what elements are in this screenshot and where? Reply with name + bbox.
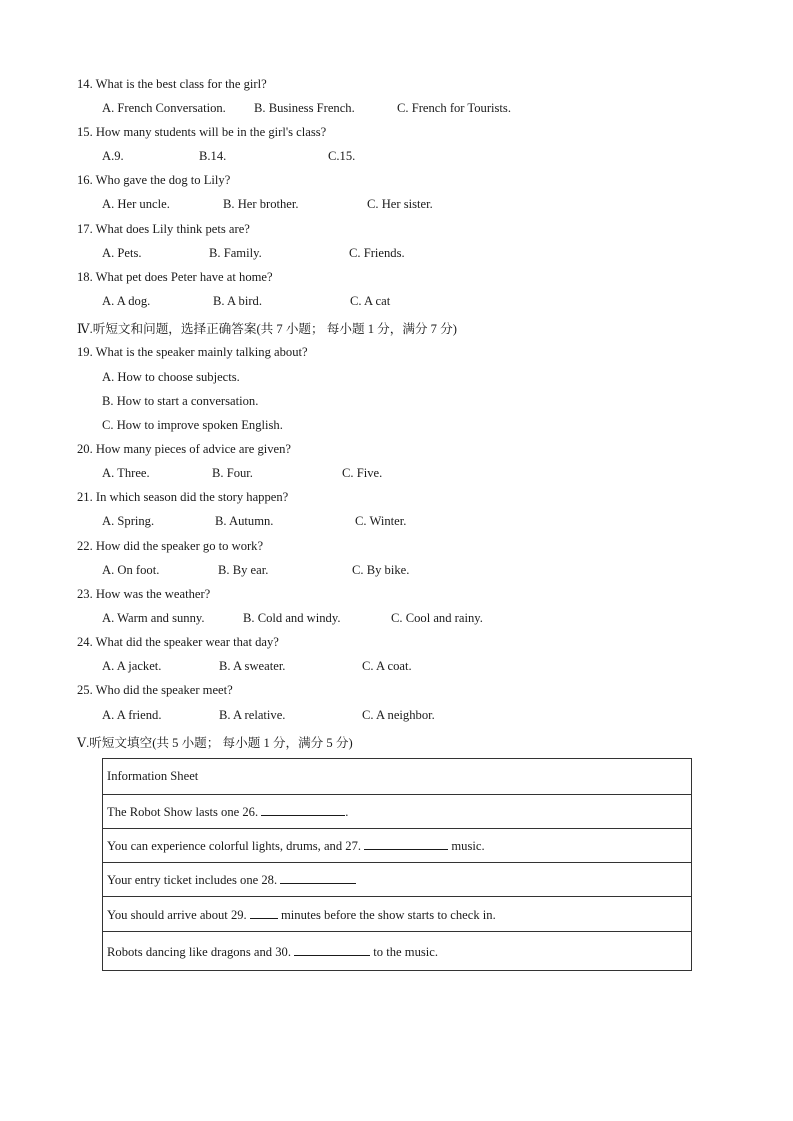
question-22-option-b: B. By ear. [218, 563, 269, 577]
question-14-option-a: A. French Conversation. [102, 101, 226, 115]
question-24-option-a: A. A jacket. [102, 659, 162, 673]
question-25-option-b: B. A relative. [219, 708, 286, 722]
question-16-option-a: A. Her uncle. [102, 197, 170, 211]
question-23-option-a: A. Warm and sunny. [102, 611, 205, 625]
question-17-option-c: C. Friends. [349, 246, 405, 260]
row-26-text: The Robot Show lasts one 26. [107, 805, 259, 819]
information-sheet-table [102, 758, 692, 971]
row-26-post: . [345, 805, 349, 819]
question-25: 25. Who did the speaker meet? [77, 683, 233, 697]
question-22-option-a: A. On foot. [102, 563, 160, 577]
question-21: 21. In which season did the story happen? [77, 490, 289, 504]
question-17: 17. What does Lily think pets are? [77, 222, 250, 236]
section-5-heading: Ⅴ.听短文填空(共 5 小题； 每小题 1 分，满分 5 分) [77, 736, 353, 750]
question-20-option-c: C. Five. [342, 466, 383, 480]
row-30-text: Robots dancing like dragons and 30. [107, 944, 291, 959]
blank-27[interactable] [364, 837, 448, 850]
blank-30[interactable] [294, 943, 370, 956]
question-23: 23. How was the weather? [77, 587, 211, 601]
blank-29[interactable] [250, 906, 278, 919]
row-28-text: Your entry ticket includes one 28. [107, 873, 278, 887]
section-4-heading: Ⅳ.听短文和问题，选择正确答案(共 7 小题； 每小题 1 分，满分 7 分) [77, 322, 457, 336]
question-23-option-c: C. Cool and rainy. [391, 611, 483, 625]
question-18-option-a: A. A dog. [102, 294, 151, 308]
row-29-post: minutes before the show starts to check in. [281, 907, 496, 922]
question-17-option-b: B. Family. [209, 246, 262, 260]
table-row [103, 932, 692, 971]
sheet-row-27 [103, 829, 692, 863]
question-15: 15. How many students will be in the girl's class? [77, 125, 327, 139]
question-14-option-c: C. French for Tourists. [397, 101, 511, 115]
question-15-option-a: A.9. [102, 149, 124, 163]
row-27-text: You can experience colorful lights, drums, and 27. [107, 839, 362, 853]
question-22-option-c: C. By bike. [352, 563, 410, 577]
question-24-option-c: C. A coat. [362, 659, 412, 673]
table-row [103, 795, 692, 829]
question-24-option-b: B. A sweater. [219, 659, 286, 673]
question-24: 24. What did the speaker wear that day? [77, 635, 279, 649]
question-18: 18. What pet does Peter have at home? [77, 270, 273, 284]
question-18-option-c: C. A cat [350, 294, 391, 308]
row-29-text: You should arrive about 29. [107, 907, 247, 922]
table-row [103, 759, 692, 795]
question-14: 14. What is the best class for the girl? [77, 77, 267, 91]
question-21-option-c: C. Winter. [355, 514, 407, 528]
question-14-option-b: B. Business French. [254, 101, 355, 115]
question-16-option-c: C. Her sister. [367, 197, 433, 211]
sheet-row-26 [103, 795, 692, 829]
question-20: 20. How many pieces of advice are given? [77, 442, 292, 456]
question-18-option-b: B. A bird. [213, 294, 262, 308]
blank-26[interactable] [261, 803, 345, 816]
table-row [103, 863, 692, 897]
table-row [103, 897, 692, 932]
blank-28[interactable] [280, 871, 356, 884]
question-16: 16. Who gave the dog to Lily? [77, 173, 231, 187]
question-25-option-c: C. A neighbor. [362, 708, 435, 722]
question-21-option-b: B. Autumn. [215, 514, 274, 528]
sheet-row-29 [103, 897, 692, 932]
question-19-option-a: A. How to choose subjects. [102, 370, 240, 384]
question-17-option-a: A. Pets. [102, 246, 142, 260]
question-20-option-b: B. Four. [212, 466, 253, 480]
question-21-option-a: A. Spring. [102, 514, 155, 528]
question-15-option-b: B.14. [199, 149, 227, 163]
row-27-post: music. [451, 839, 485, 853]
sheet-row-30 [103, 932, 692, 971]
sheet-row-28 [103, 863, 692, 897]
table-row [103, 829, 692, 863]
question-22: 22. How did the speaker go to work? [77, 539, 264, 553]
question-19-option-b: B. How to start a conversation. [102, 394, 259, 408]
sheet-header: Information Sheet [103, 759, 692, 795]
question-19: 19. What is the speaker mainly talking about? [77, 345, 308, 359]
question-23-option-b: B. Cold and windy. [243, 611, 341, 625]
question-20-option-a: A. Three. [102, 466, 150, 480]
question-25-option-a: A. A friend. [102, 708, 162, 722]
row-30-post: to the music. [373, 944, 439, 959]
question-19-option-c: C. How to improve spoken English. [102, 418, 283, 432]
question-16-option-b: B. Her brother. [223, 197, 299, 211]
question-15-option-c: C.15. [328, 149, 356, 163]
